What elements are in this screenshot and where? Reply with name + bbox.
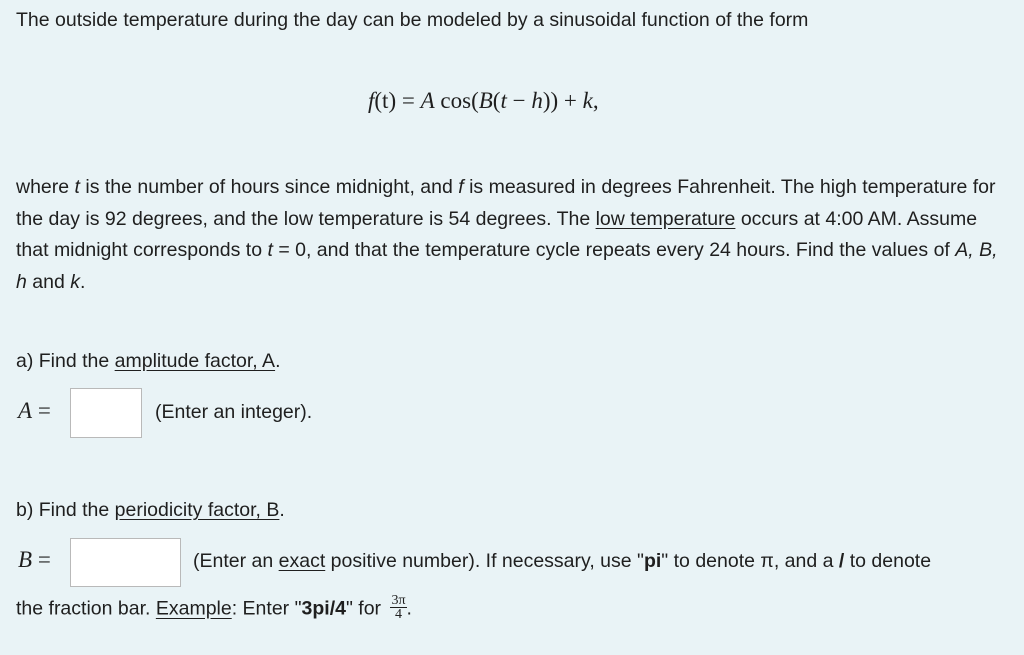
- problem-description: where t is the number of hours since midnight, and f is measured in degrees Fahrenheit. The high temperature for the day is 92 degrees, and the low temperature is 54 degrees. The low temperature occurs at 4:00 AM. Assume that midnight corresponds to t = 0, and that the temperature cycle repeats every 24 hours. Find the values of A, B, h and k.: [16, 176, 998, 293]
- question-a: a) Find the amplitude factor, A.: [16, 350, 281, 372]
- question-b: b) Find the periodicity factor, B.: [16, 499, 285, 521]
- answer-a-input[interactable]: [70, 388, 142, 438]
- answer-b-input[interactable]: [70, 538, 181, 587]
- answer-b-hint: (Enter an exact positive number). If necessary, use "pi" to denote π, and a / to denote: [193, 550, 932, 572]
- amplitude-factor-link[interactable]: amplitude factor, A: [114, 350, 276, 372]
- periodicity-factor-link[interactable]: periodicity factor, B: [114, 499, 280, 521]
- answer-b-label: B =: [18, 547, 51, 572]
- answer-b-hint-continued: the fraction bar. Example: Enter "3pi/4" for $\frac{3\pi}{4}$ .: [16, 593, 412, 622]
- answer-a-label: A =: [18, 398, 51, 423]
- exact-link[interactable]: exact: [278, 550, 326, 572]
- intro-text: The outside temperature during the day can be modeled by a sinusoidal function of the form: [16, 9, 809, 31]
- formula: f(t) = A cos(B(t − h)) + k,: [368, 88, 599, 113]
- example-link[interactable]: Example: [155, 597, 232, 620]
- low-temperature-link[interactable]: low temperature: [595, 207, 736, 230]
- fraction-3pi-over-4: $\frac{3\pi}{4}$: [391, 593, 406, 622]
- answer-a-hint: (Enter an integer).: [155, 401, 313, 423]
